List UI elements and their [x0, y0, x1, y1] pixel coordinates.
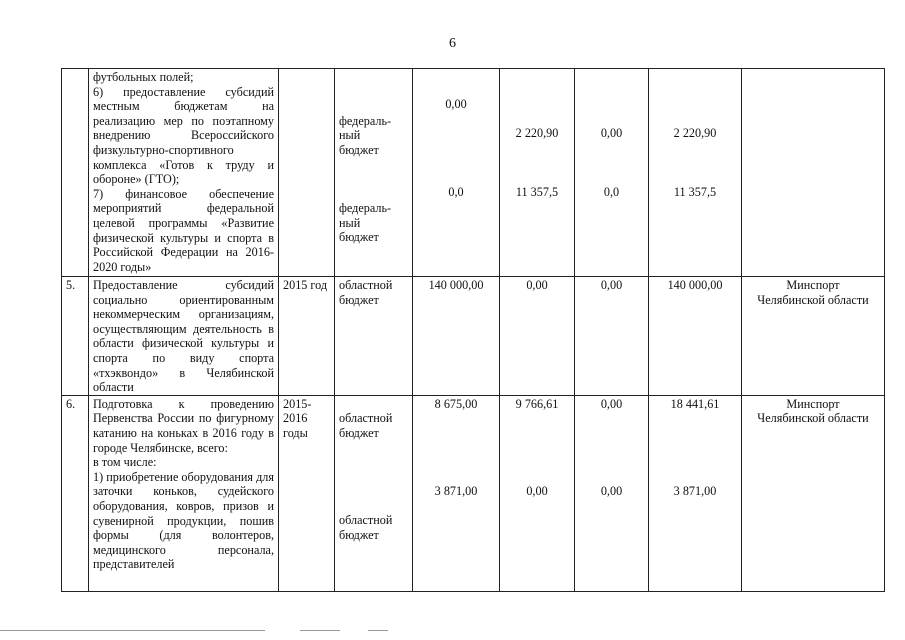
- executor-cell: [742, 69, 885, 277]
- measure-name-cell: [89, 395, 279, 591]
- period-cell: 2015 год: [279, 277, 335, 396]
- table-row: [62, 395, 885, 591]
- row-number-cell: 6.: [62, 395, 89, 591]
- value-2017-total: 0,00: [600, 396, 623, 411]
- footer-rule: [368, 630, 388, 631]
- source-total: областной бюджет: [339, 411, 393, 440]
- value-2015-sub7: 0,0: [448, 184, 464, 199]
- total-sub7: 11 357,5: [673, 184, 717, 199]
- total-cell: 140 000,00: [649, 277, 742, 396]
- source-sub1: областной бюджет: [339, 513, 393, 542]
- row-number-cell: 5.: [62, 277, 89, 396]
- value-2017-sub6: 0,00: [600, 126, 623, 140]
- measure-name-cell: футбольных полей; 6) предоставление субсидий местным бюджетам на реализацию мер по поэтапному внедрению Всероссийского физкультурно-спортивного комплекса «Готов к труду и обороне» (ГТО); 7) финансовое обеспечение мероприятий федеральной целевой программы «Развитие физической культуры и спорта в Российской Федерации на 2016-2020 годы»: [89, 69, 279, 277]
- value-2015-total: 8 675,00: [434, 396, 478, 411]
- source-cell: [335, 395, 413, 591]
- value-2017-sub7: 0,0: [603, 184, 620, 199]
- executor-cell: Минспорт Челябинской области: [742, 395, 885, 591]
- value-2015-cell: [413, 395, 500, 591]
- value-2015-sub1: 3 871,00: [434, 484, 478, 499]
- value-2015-cell: [413, 69, 500, 277]
- measure-name-cell: Предоставление субсидий социально ориентированным некоммерческим организациям, осуществляющим деятельность в области физической культуры и спорта по виду спорта «тхэквондо» в Челябинской области: [89, 277, 279, 396]
- value-2016-sub6: 2 220,90: [515, 126, 559, 140]
- value-2017-cell: [575, 395, 649, 591]
- total-sub6: 2 220,90: [673, 126, 717, 140]
- source-cell: областной бюджет: [335, 277, 413, 396]
- value-2016-sub1: 0,00: [526, 484, 548, 499]
- value-2017-cell: [575, 69, 649, 277]
- table-row: [62, 69, 885, 277]
- value-2016-total: 9 766,61: [515, 396, 559, 411]
- total-sub1: 3 871,00: [673, 484, 717, 499]
- value-2016-sub7: 11 357,5: [515, 184, 559, 199]
- table-row: [62, 277, 885, 396]
- value-2016-cell: [500, 395, 575, 591]
- source-sub7: федераль- ный бюджет: [339, 200, 392, 245]
- value-2017-cell: 0,00: [575, 277, 649, 396]
- total-cell: [649, 395, 742, 591]
- period-cell: [279, 69, 335, 277]
- value-2016-cell: [500, 69, 575, 277]
- measures-table: [61, 68, 885, 592]
- value-2016-cell: 0,00: [500, 277, 575, 396]
- in-that-label: в том числе:: [93, 455, 157, 470]
- total-total: 18 441,61: [670, 396, 720, 411]
- source-sub6: федераль- ный бюджет: [339, 113, 392, 157]
- period-cell: 2015- 2016 годы: [279, 395, 335, 591]
- measure-name-text: Подготовка к проведению Первенства России по фигурному катанию на коньках в 2016 году в городе Челябинске, всего:: [93, 396, 274, 455]
- value-2017-sub1: 0,00: [600, 484, 623, 499]
- row-number-cell: [62, 69, 89, 277]
- value-2015-sub6: 0,00: [445, 97, 467, 111]
- total-cell: [649, 69, 742, 277]
- value-2015-cell: 140 000,00: [413, 277, 500, 396]
- footer-rule: [0, 630, 265, 631]
- footer-rule: [300, 630, 340, 631]
- source-cell: [335, 69, 413, 277]
- executor-cell: Минспорт Челябинской области: [742, 277, 885, 396]
- sub-measure-text: 1) приобретение оборудования для заточки коньков, судейского оборудования, ковров, призов и сувенирной продукции, пошив формы (для волонтеров, медицинского персонала, представителей: [93, 469, 274, 572]
- page-number: 6: [449, 36, 456, 51]
